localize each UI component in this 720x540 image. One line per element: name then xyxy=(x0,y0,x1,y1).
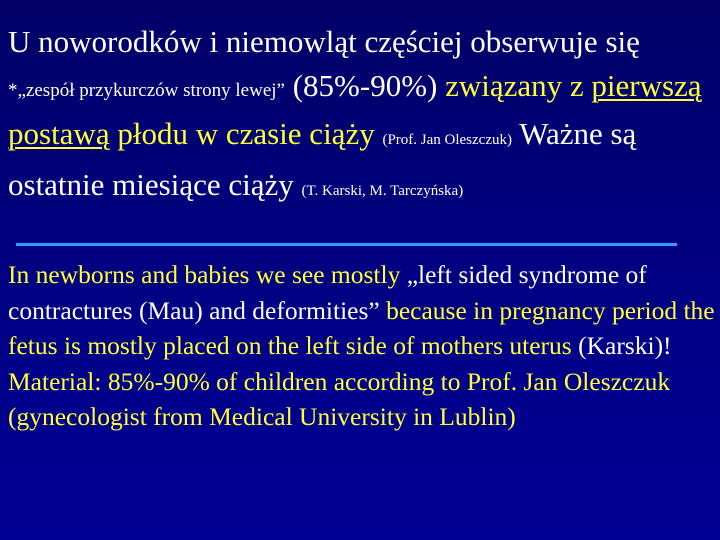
english-paragraph xyxy=(8,257,718,435)
polish-intro-text: U noworodków i niemowląt częściej obserwuje się xyxy=(8,24,640,59)
english-intro-text: In newborns and babies we see mostly xyxy=(8,260,407,289)
left-sided-syndrome-text: „left sided syndrome of contractures (Mau) and deformities” xyxy=(8,260,647,325)
citation-karski-tarczynska: (T. Karski, M. Tarczyńska) xyxy=(301,182,464,199)
pregnancy-placement-text: because in pregnancy period the fetus is mostly placed on the left side of mothers uterus xyxy=(8,295,715,360)
fetus-pregnancy-text: płodu w czasie ciąży xyxy=(109,116,383,151)
syndrome-name-text: *„zespół przykurczów strony lewej” xyxy=(8,79,285,101)
material-text: Material: 85%-90% of children according to Prof. Jan Oleszczuk (gynecologist from Medical University in Lublin) xyxy=(8,366,671,431)
divider-line xyxy=(16,243,677,246)
polish-paragraph xyxy=(8,20,714,213)
first-position-text: pierwszą postawą xyxy=(8,67,702,151)
citation-oleszczuk: (Prof. Jan Oleszczuk) xyxy=(382,132,512,148)
percentage-range-text: (85%-90%) xyxy=(284,67,446,103)
associated-with-text: związany z xyxy=(445,67,592,103)
karski-citation: (Karski)! xyxy=(578,331,672,360)
last-months-text: Ważne są ostatnie miesiące ciąży xyxy=(8,116,637,202)
